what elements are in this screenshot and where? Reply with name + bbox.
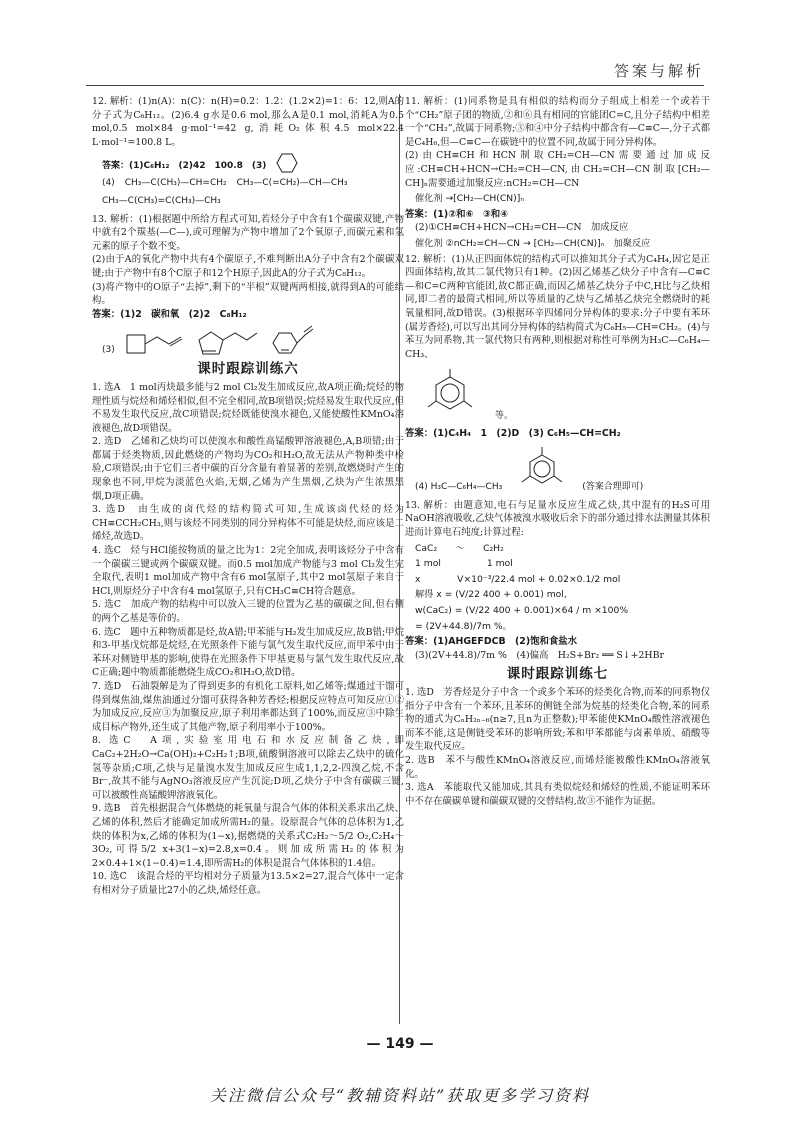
- header-title: 答案与解析: [613, 62, 704, 80]
- q11-answer-1: 答案：(1)②和⑥ ③和④: [405, 208, 509, 220]
- list-item: 4. 选C 烃与HCl能按物质的量之比为1：2完全加成,表明该烃分子中含有一个碳碳三键或两个碳碳双键。而0.5 mol加成产物能与3 mol Cl₂发生完全取代,表明1 mol加成产物中含有6 mol氢原子,其中2 mol氢原子来自于HCl,则原烃分子中含有4 mol氢原子,只有CH₃C≡CH符合题意。: [92, 545, 404, 597]
- list-item: 5. 选C 加成产物的结构中可以放入三键的位置为乙基的碳碳之间,但右侧的两个乙基是等价的。: [92, 599, 404, 624]
- footer-note: 关注微信公众号“教辅资料站”获取更多学习资料: [209, 1086, 591, 1105]
- q13-analysis-2: (2)由于A的氧化产物中共有4个碳原子,不难判断出A分子中含有2个碳碳双键;由于产物中有8个C原子和12个H原子,因此A的分子式为C₈H₁₂。: [92, 254, 404, 279]
- q12-right-analysis: 12. 解析：(1)从正四面体烷的结构式可以推知其分子式为C₄H₄,因它是正四面体结构,故其二氯代物只有1种。(2)因乙烯基乙炔分子中含有—C≡C—和C=C两种官能团,故C都正确,而因乙烯基乙炔分子中C,H比与乙炔相同,即二者的最简式相同,所以等质量的乙炔与乙烯基乙炔完全燃烧时的耗氧量相同,故D错误。(3)根据环辛四烯同分异构体的要求:分子中要有苯环(属芳香烃),可以写出其同分异构体的结构简式为C₆H₅—CH=CH₂。(4)与苯互为同系物,其一氯代物只有两种,则根据对称性可举例为H₃C—C₆H₄—CH₃、: [405, 253, 710, 360]
- left-column: [92, 95, 404, 897]
- page-number: — 149 —: [366, 1036, 434, 1052]
- q11-reaction: [405, 192, 710, 206]
- list-item: 7. 选D 石油裂解是为了得到更多的有机化工原料,如乙烯等;煤通过干馏可得到煤焦油,煤焦油通过分馏可获得各种芳香烃;根据反应特点可知反应①②为加成反应,反应③为加聚反应,原子利用率都达到了100%,而反应③中除生成目标产物外,还生成了其他产物,原子利用率小于100%。: [92, 680, 404, 733]
- q12-right-answer-note: (答案合理即可): [582, 482, 644, 493]
- q13-calc-3: x V×10⁻³/22.4 mol + 0.02×0.1/2 mol: [415, 573, 621, 585]
- q13-calc-4: 解得 x = (V/22 400 + 0.001) mol,: [415, 589, 567, 601]
- cyclohexene-structure: [269, 325, 315, 357]
- q13-structures: [102, 325, 404, 357]
- q13-analysis-3: (3)将产物中的O原子“去掉”,剩下的“半根”双键两两相接,就得到A的可能结构。: [92, 281, 404, 307]
- section-title-six: 课时跟踪训练六: [197, 361, 299, 378]
- list-item: 8. 选C A项,实验室用电石和水反应制备乙炔,即CaC₂+2H₂O→Ca(OH)₂+C₂H₂↑;B项,硫酸铜溶液可以除去乙炔中的硫化氢等杂质;C项,乙炔与足量溴水发生加成反应生成1,1,2,2-四溴乙烷,不含Br⁻,故其不能与AgNO₃溶液反应产生沉淀;D项,乙炔分子中含有碳碳三键,可以被酸性高锰酸钾溶液氧化。: [92, 735, 404, 801]
- q12-answer: 答案：(1)C₆H₁₂ (2)42 100.8 (3): [102, 160, 267, 171]
- right-column: [405, 95, 710, 808]
- q12-struct4a: CH₃—C(CH₃)—CH=CH₂: [124, 178, 227, 189]
- q13-struct3-label: (3): [102, 344, 115, 355]
- list-item: 3. 选D 由生成的卤代烃的结构简式可知,生成该卤代烃的烃为CH≡CCH₂CH₃,则与该烃不同类别的同分异构体不可能是炔烃,而应该是二烯烃,故选D。: [92, 504, 404, 543]
- q13-answer: 答案：(1)2 碳和氧 (2)2 C₈H₁₂: [92, 308, 247, 320]
- q12-right-answer-1: 答案：(1)C₄H₄ 1 (2)D (3) C₆H₅—CH=CH₂: [405, 428, 621, 440]
- q13-calc-2: 1 mol 1 mol: [415, 558, 513, 570]
- mesitylene-structure: [415, 365, 485, 423]
- trimethylbenzene-structure: [512, 445, 572, 495]
- q11-answer-2: (2)①CH≡CH+HCN→CH₂=CH—CN 加成反应: [415, 222, 629, 234]
- q12-struct4c: CH₃—C(CH₃)=C(CH₃)—CH₃: [102, 195, 221, 206]
- q13-analysis-1: 13. 解析：(1)根据题中所给方程式可知,若烃分子中含有1个碳碳双键,产物中就有2个羰基(—C—),或可理解为产物中增加了2个氧原子,而碳元素和氢元素的原子个数不变。: [92, 213, 404, 252]
- q12-structures-4: [102, 177, 404, 191]
- q13-right-answer-1: 答案：(1)AHGEFDCB (2)饱和食盐水: [405, 636, 577, 648]
- q11-analysis-1: 11. 解析：(1)同系物是具有相似的结构而分子组成上相差一个或若干个“CH₂”原子团的物质,②和⑥具有相同的官能团C=C,且分子结构中相差一个“CH₂”,故属于同系物;③和④中分子结构中都含有—C≡C—,分子式都是C₄H₆,但—C≡C—在碳链中的位置不同,故属于同分异构体。: [405, 96, 710, 148]
- list-item: 6. 选C 题中五种物质都是烃,故A错;甲苯能与H₂发生加成反应,故B错;甲烷和3-甲基戊烷都是烷烃,在光照条件下能与氯气发生取代反应,而甲苯中由于苯环对侧链甲基的影响,使得在光照条件下甲基更易与氯气发生取代反应,故C正确;题中物质都能燃烧生成CO₂和H₂O,故D错。: [92, 626, 404, 679]
- q12-struct4-label: (4): [102, 178, 115, 189]
- list-item: 10. 选C 该混合烃的平均相对分子质量为13.5×2=27,混合气体中一定含有相对分子质量比27小的乙炔,烯烃任意。: [92, 871, 404, 896]
- list-item: 9. 选B 首先根据混合气体燃烧的耗氧量与混合气体的体积关系求出乙炔、乙烯的体积,然后才能确定加成所需H₂的量。设原混合气体的总体积为1,乙炔的体积为x,乙烯的体积为(1−x),据燃烧的关系式C₂H₂～5/2 O₂,C₂H₄～3O₂,可得5/2 x+3(1−x)=2.8,x=0.4。则加成所需H₂的体积为2×0.4+1×(1−0.4)=1.4,即所需H₂的体积是混合气体体积的1.4倍。: [92, 803, 404, 869]
- list-item: 1. 选A 1 mol丙炔最多能与2 mol Cl₂发生加成反应,故A项正确;烷烃的物理性质与烷烃和烯烃相似,但不完全相同,故B项错误;烷烃易发生取代反应,但不易发生取代反应,故C项错误;烷烃既能使溴水褪色,又能使酸性KMnO₄溶液褪色,故D项错误。: [92, 381, 404, 434]
- q12-answer-row: [102, 153, 404, 173]
- list-item: 2. 选B 苯不与酸性KMnO₄溶液反应,而烯烃能被酸性KMnO₄溶液氧化。: [405, 754, 710, 780]
- list-item: 2. 选D 乙烯和乙炔均可以使溴水和酸性高锰酸钾溶液褪色,A,B项错;由于都属于烃类物质,因此燃烧的产物均为CO₂和H₂O,故无法从产物种类中检验,C项错误;由于它们三者中碳的百分含量有着显著的差别,故燃烧时产生的现象也不同,甲烷为淡蓝色火焰,无烟,乙烯为产生黑烟,乙炔为产生浓黑黑烟,D项正确。: [92, 436, 404, 502]
- q11-answer-3: ②nCH₂=CH—CN → [CH₂—CH(CN)]ₙ 加聚反应: [445, 237, 651, 249]
- q12-right-answer-2: (4) H₃C—C₆H₄—CH₃: [415, 482, 503, 493]
- q11-answer-3-row: [405, 237, 710, 251]
- q11-analysis-2: (2)由CH≡CH和HCN制取CH₂=CH—CN需要通过加成反应:CH≡CH+HCN→CH₂=CH—CN,由CH₂=CH—CN制取[CH₂—CH]ₙ需要通过加聚反应:nCH₂=CH—CN: [405, 150, 710, 189]
- q12-struct4b: CH₃—C(=CH₂)—CH—CH₃: [236, 178, 348, 189]
- section-title-seven: 课时跟踪训练七: [506, 666, 609, 683]
- q12-right-analysis-end: 等。: [495, 410, 514, 421]
- q11-product: →[CH₂—CH(CN)]ₙ: [445, 193, 524, 205]
- cyclobutane-structure: [125, 331, 187, 357]
- cyclohexane-structure: [276, 153, 298, 173]
- q12-right-answer-2-row: [415, 445, 710, 495]
- list-item: 1. 选D 芳香烃是分子中含一个或多个苯环的烃类化合物,而苯的同系物仅指分子中含有一个苯环,且苯环的侧链全部为烷基的烃类化合物,苯的同系物的通式为CₙH₂ₙ₋₆(n≥7,且n为正整数);甲苯能使KMnO₄酸性溶液褪色而苯不能,这是侧链受苯环的影响所致;苯和甲苯都能与卤素单质、硝酸等发生取代反应。: [405, 687, 710, 753]
- q13-right-analysis: 13. 解析：由题意知,电石与足量水反应生成乙炔,其中混有的H₂S可用NaOH溶液吸收,乙炔气体被溴水吸收后余下的部分通过排水法测量其体积进而计算电石纯度;计算过程:: [405, 499, 710, 539]
- q13-calc-5: w(CaC₂) = (V/22 400 + 0.001)×64 / m ×100%: [415, 605, 629, 617]
- q11-condition: 催化剂: [415, 193, 443, 205]
- q12-right-structure: [415, 365, 710, 423]
- q12-analysis: 12. 解析：(1)n(A)：n(C)：n(H)=0.2：1.2：(1.2×2)=1：6：12,则A的分子式为C₆H₁₂。(2)6.4 g水是0.6 mol,那么A是0.1 mol,消耗A为0.5 mol,0.5 mol×84 g·mol⁻¹=42 g,消耗O₂体积4.5 mol×22.4 L·mol⁻¹=100.8 L。: [92, 96, 404, 148]
- header-rule: [86, 85, 704, 86]
- cyclopentene-structure: [197, 329, 259, 357]
- page-header: [0, 0, 800, 86]
- q11-answer-3-condition: 催化剂: [415, 237, 443, 249]
- q13-calc-6: = (2V+44.8)/7m %。: [415, 620, 512, 632]
- q13-calc-1: CaC₂ ～ C₂H₂: [415, 542, 504, 554]
- q13-right-answer-2: (3)(2V+44.8)/7m % (4)偏高 H₂S+Br₂ ══ S↓+2HBr: [415, 649, 664, 661]
- list-item: 3. 选A 苯能取代又能加成,其具有类似烷烃和烯烃的性质,不能证明苯环中不存在碳碳单键和碳碳双键的交替结构,故③不能作为证据。: [405, 782, 710, 807]
- q12-structures-4c: [102, 195, 404, 209]
